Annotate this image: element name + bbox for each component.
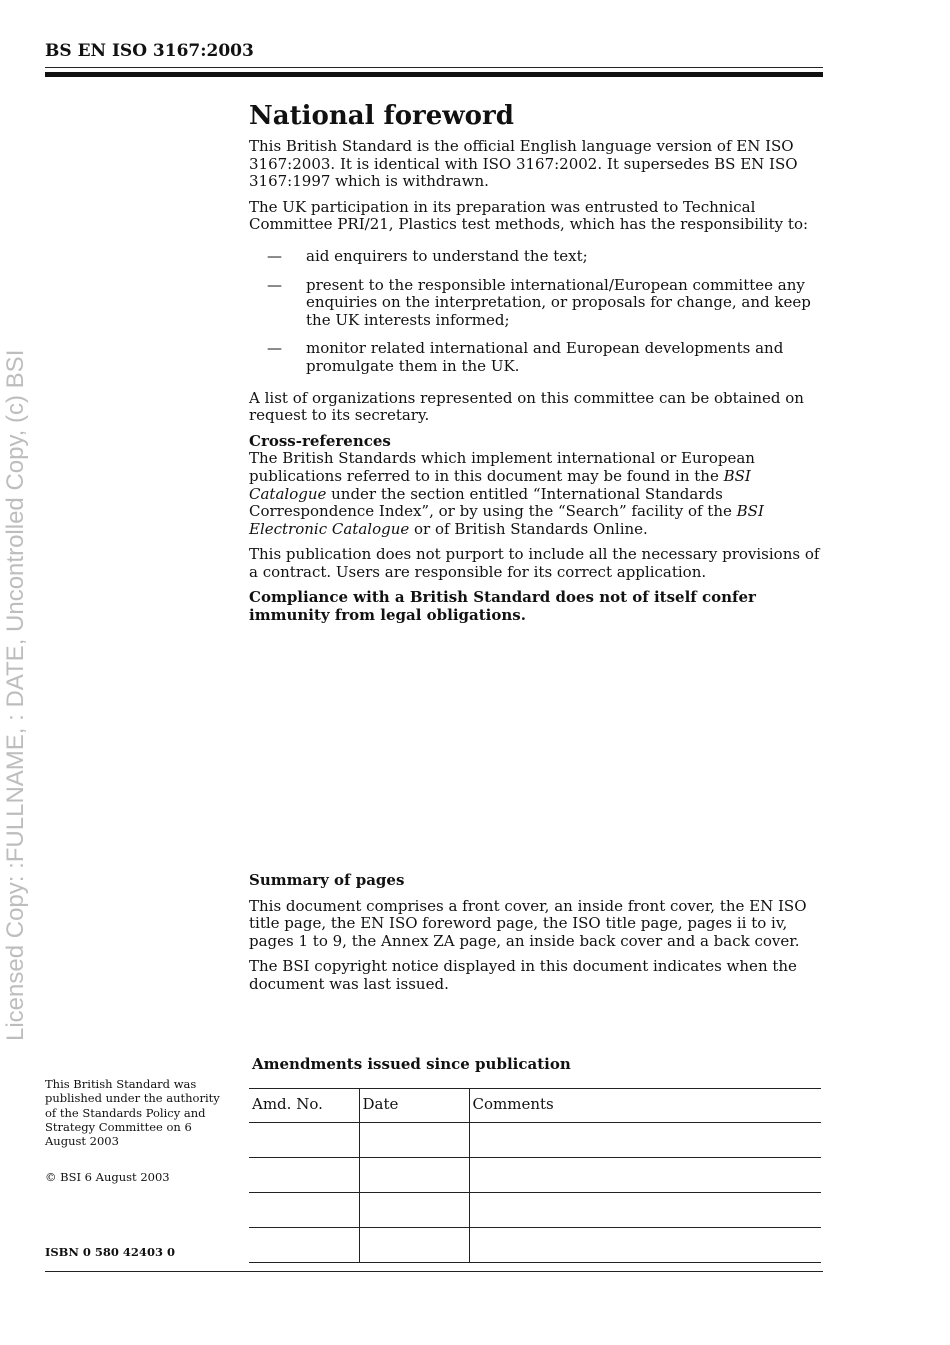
summary-of-pages bbox=[249, 872, 829, 1002]
cross-ref-text-3: or of British Standards Online. bbox=[409, 519, 648, 538]
amendments-table bbox=[249, 1088, 821, 1263]
amendments-title: Amendments issued since publication bbox=[252, 1055, 571, 1073]
cross-ref-text-1: The British Standards which implement international or European publications referred to in this document may be found in the bbox=[249, 449, 755, 485]
table-cell bbox=[359, 1158, 469, 1193]
column-header-amd-no: Amd. No. bbox=[249, 1089, 359, 1123]
table-cell bbox=[249, 1228, 359, 1263]
summary-paragraph: This document comprises a front cover, an inside front cover, the EN ISO title page, the EN ISO foreword page, the ISO title page, pages ii to iv, pages 1 to 9, the Annex ZA page, an inside back cover and a back cover. bbox=[249, 896, 807, 950]
table-cell bbox=[359, 1123, 469, 1158]
table-cell bbox=[359, 1228, 469, 1263]
table-cell bbox=[469, 1123, 821, 1158]
foreword-title: National foreword bbox=[249, 101, 514, 131]
list-item bbox=[249, 340, 829, 375]
table-row bbox=[249, 1193, 821, 1228]
cross-ref-text-2: under the section entitled “International Standards Correspondence Index”, or by using the “Search” facility of the bbox=[249, 484, 737, 521]
committee-paragraph: The UK participation in its preparation was entrusted to Technical Committee PRI/21, Plastics test methods, which has the responsibility to: bbox=[249, 197, 809, 234]
table-cell bbox=[249, 1193, 359, 1228]
table-cell bbox=[249, 1158, 359, 1193]
column-header-comments: Comments bbox=[469, 1089, 821, 1123]
dash-bullet: — bbox=[267, 275, 282, 294]
cross-references-heading: Cross-references bbox=[249, 431, 391, 450]
list-item bbox=[249, 248, 829, 266]
table-cell bbox=[469, 1228, 821, 1263]
list-item-text: present to the responsible international/European committee any enquiries on the interpretation, or proposals for change, and keep the UK interests informed; bbox=[306, 275, 811, 329]
footer-rule bbox=[45, 1271, 823, 1272]
compliance-statement: Compliance with a British Standard does not of itself confer immunity from legal obligations. bbox=[249, 588, 756, 625]
table-row bbox=[249, 1228, 821, 1263]
table-cell bbox=[469, 1158, 821, 1193]
column-header-date: Date bbox=[359, 1089, 469, 1123]
table-row bbox=[249, 1158, 821, 1193]
provisions-paragraph: This publication does not purport to include all the necessary provisions of a contract. Users are responsible for its correct application. bbox=[249, 545, 820, 581]
license-watermark: Licensed Copy: :FULLNAME, : DATE, Uncontrolled Copy, (c) BSI bbox=[2, 349, 29, 1041]
authority-note: This British Standard was published under the authority of the Standards Policy and Strategy Committee on 6 August 2003 bbox=[45, 1077, 220, 1149]
list-item-text: monitor related international and European developments and promulgate them in the UK. bbox=[306, 339, 784, 375]
header-rule-thick bbox=[45, 72, 823, 77]
table-cell bbox=[359, 1193, 469, 1228]
table-row bbox=[249, 1123, 821, 1158]
dash-bullet: — bbox=[267, 339, 282, 358]
organizations-paragraph: A list of organizations represented on this committee can be obtained on request to its secretary. bbox=[249, 388, 804, 425]
table-cell bbox=[249, 1123, 359, 1158]
header-rule-thin bbox=[45, 67, 823, 68]
summary-heading: Summary of pages bbox=[249, 871, 405, 889]
foreword-intro: This British Standard is the official English language version of EN ISO 3167:2003. It is identical with ISO 3167:2002. It supersedes BS EN ISO 3167:1997 which is withdrawn. bbox=[249, 137, 798, 191]
copyright-notice-paragraph: The BSI copyright notice displayed in this document indicates when the document was last issued. bbox=[249, 957, 797, 993]
copyright-line: © BSI 6 August 2003 bbox=[45, 1170, 170, 1184]
isbn: ISBN 0 580 42403 0 bbox=[45, 1245, 175, 1259]
national-foreword bbox=[249, 100, 829, 633]
table-header-row bbox=[249, 1089, 821, 1123]
list-item bbox=[249, 277, 829, 330]
responsibility-list bbox=[249, 248, 829, 376]
bsi-catalogue-title: BSI Catalogue bbox=[249, 466, 751, 503]
cross-references-paragraph bbox=[249, 450, 829, 538]
table-cell bbox=[469, 1193, 821, 1228]
list-item-text: aid enquirers to understand the text; bbox=[306, 246, 588, 265]
document-code: BS EN ISO 3167:2003 bbox=[45, 41, 254, 61]
dash-bullet: — bbox=[267, 246, 282, 265]
bsi-electronic-catalogue-title: BSI Electronic Catalogue bbox=[249, 502, 764, 538]
